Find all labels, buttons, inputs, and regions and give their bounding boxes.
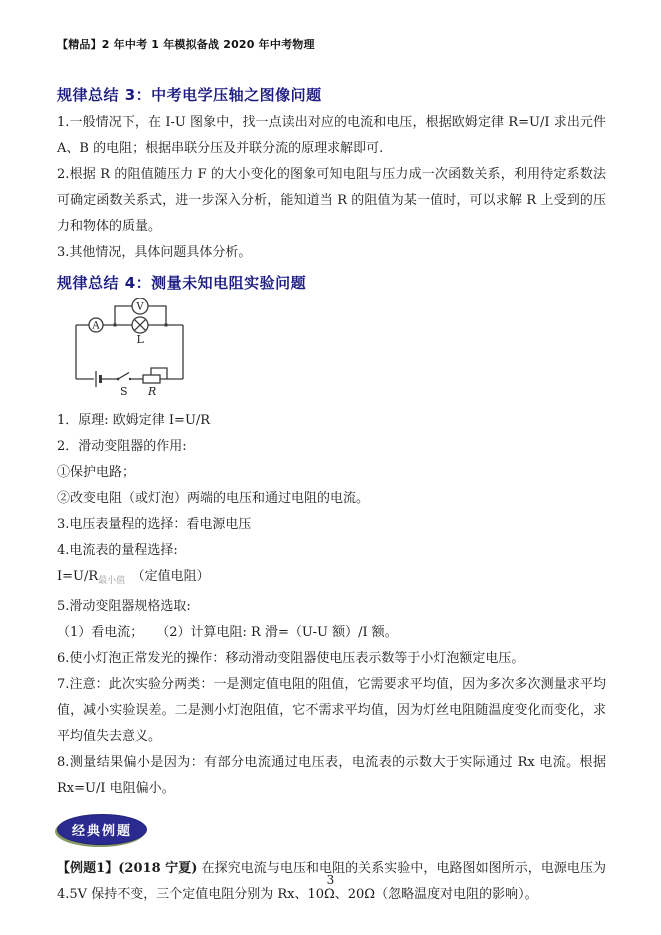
ammeter-label: A <box>92 320 100 332</box>
section4-title: 规律总结 4：测量未知电阻实验问题 <box>57 274 307 292</box>
section4-item-6: 4.电流表的量程选择: <box>57 543 178 558</box>
junction-dot <box>114 324 117 327</box>
section4-formula-line <box>57 564 606 594</box>
formula-subscript: 最小值 <box>98 576 126 586</box>
lamp-label: L <box>136 333 144 346</box>
section3-paragraph-3: 3.其他情况，具体问题具体分析。 <box>57 245 252 260</box>
formula-prefix: I=U/R <box>57 569 99 584</box>
section4-item-8: （1）看电流； （2）计算电阻: R 滑=（U-U 额）/I 额。 <box>57 625 398 640</box>
switch-label: S <box>120 385 128 398</box>
section4-item-3: ①保护电路； <box>57 465 136 480</box>
page-number: 3 <box>326 873 335 887</box>
example1-label: 【例题1】(2018 宁夏) <box>57 861 198 876</box>
section3-paragraph-1: 1.一般情况下，在 I-U 图象中，找一点读出对应的电流和电压，根据欧姆定律 R=U/I 求出元件 A、B 的电阻；根据串联分压及并联分流的原理求解即可. <box>57 115 606 156</box>
rheostat-label: R <box>148 385 157 398</box>
rheostat-icon <box>143 368 167 383</box>
junction-dot <box>165 324 168 327</box>
battery-icon <box>96 371 101 387</box>
section4-item-5: 3.电压表量程的选择：看电源电压 <box>57 517 252 532</box>
voltmeter-label: V <box>136 301 144 313</box>
circuit-diagram <box>63 298 606 400</box>
section4-item-11: 8.测量结果偏小是因为：有部分电流通过电压表，电流表的示数大于实际通过 Rx 电流。根据 Rx=U/I 电阻偏小。 <box>57 755 606 796</box>
document-header: 【精品】2 年中考 1 年模拟备战 2020 年中考物理 <box>57 38 315 51</box>
section4-item-10: 7.注意：此次实验分两类：一是测定值电阻的阻值，它需要求平均值，因为多次多次测量求平均值，减小实验误差。二是测小灯泡阻值，它不需求平均值，因为灯丝电阻随温度变化而变化，求平均值失去意义。 <box>57 677 606 744</box>
classic-examples-badge <box>57 814 147 845</box>
section4-item-4: ②改变电阻（或灯泡）两端的电压和通过电阻的电流。 <box>57 491 370 506</box>
section3-title: 规律总结 3：中考电学压轴之图像问题 <box>57 86 322 104</box>
classic-examples-badge-label: 经典例题 <box>71 824 132 839</box>
section4-item-2: 2．滑动变阻器的作用: <box>57 439 187 454</box>
section4-item-7: 5.滑动变阻器规格选取: <box>57 599 191 614</box>
formula-suffix: （定值电阻） <box>125 569 210 584</box>
example1-text: 在探究电流与电压和电阻的关系实验中，电路图如图所示，电源电压为 4.5V 保持不变，三个定值电阻分别为 Rx、10Ω、20Ω（忽略温度对电阻的影响）。 <box>57 861 606 902</box>
section4-item-9: 6.使小灯泡正常发光的操作：移动滑动变阻器使电压表示数等于小灯泡额定电压。 <box>57 651 525 666</box>
switch-icon <box>117 373 132 381</box>
section3-paragraph-2: 2.根据 R 的阻值随压力 F 的大小变化的图象可知电阻与压力成一次函数关系，利用待定系数法可确定函数关系式，进一步深入分析，能知道当 R 的阻值为某一值时，可以求解 R 上受到的压力和物体的质量。 <box>57 167 606 234</box>
section4-item-1: 1．原理: 欧姆定律 I=U/R <box>57 413 211 428</box>
